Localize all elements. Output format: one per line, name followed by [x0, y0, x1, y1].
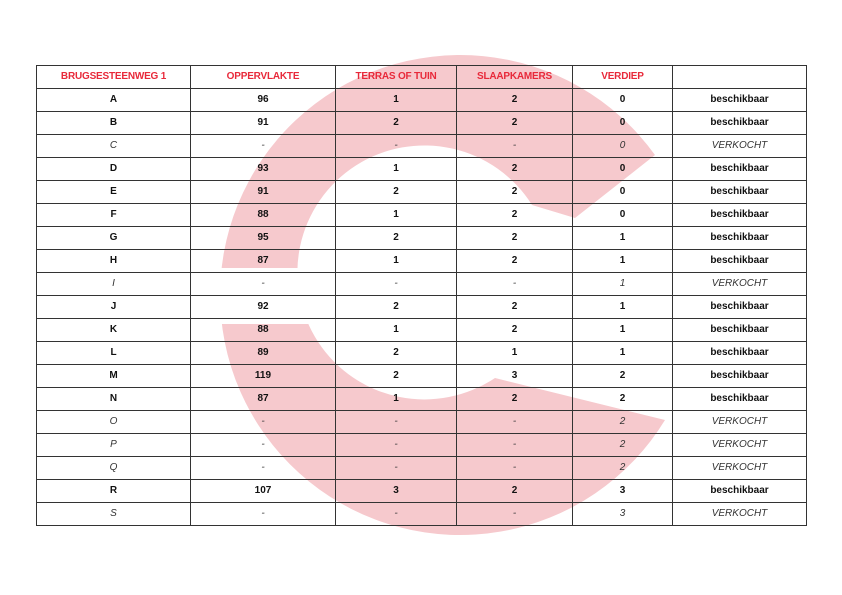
cell-bedrooms: - — [457, 503, 573, 526]
cell-terrace: 1 — [336, 388, 457, 411]
cell-unit: C — [37, 135, 191, 158]
cell-floor: 1 — [573, 227, 673, 250]
cell-area: 91 — [191, 181, 336, 204]
table-row — [37, 480, 807, 503]
cell-bedrooms: - — [457, 457, 573, 480]
cell-floor: 0 — [573, 204, 673, 227]
cell-floor: 1 — [573, 250, 673, 273]
cell-area: 96 — [191, 89, 336, 112]
cell-area: 119 — [191, 365, 336, 388]
cell-bedrooms: 2 — [457, 388, 573, 411]
cell-area: 95 — [191, 227, 336, 250]
cell-bedrooms: - — [457, 411, 573, 434]
cell-status: beschikbaar — [673, 227, 807, 250]
cell-unit: O — [37, 411, 191, 434]
cell-status: VERKOCHT — [673, 503, 807, 526]
header-terrace: TERRAS OF TUIN — [336, 66, 457, 89]
cell-floor: 3 — [573, 503, 673, 526]
table-row — [37, 503, 807, 526]
cell-terrace: - — [336, 503, 457, 526]
table-row — [37, 273, 807, 296]
cell-floor: 2 — [573, 411, 673, 434]
cell-status: beschikbaar — [673, 388, 807, 411]
cell-unit: P — [37, 434, 191, 457]
table-row — [37, 181, 807, 204]
cell-area: - — [191, 434, 336, 457]
header-status — [673, 66, 807, 89]
cell-unit: Q — [37, 457, 191, 480]
cell-area: - — [191, 135, 336, 158]
cell-unit: K — [37, 319, 191, 342]
table-row — [37, 89, 807, 112]
cell-area: - — [191, 503, 336, 526]
cell-floor: 2 — [573, 388, 673, 411]
cell-status: beschikbaar — [673, 204, 807, 227]
cell-bedrooms: 2 — [457, 181, 573, 204]
cell-status: beschikbaar — [673, 296, 807, 319]
cell-floor: 0 — [573, 181, 673, 204]
cell-terrace: 2 — [336, 296, 457, 319]
cell-unit: D — [37, 158, 191, 181]
header-floor: VERDIEP — [573, 66, 673, 89]
cell-area: 91 — [191, 112, 336, 135]
cell-bedrooms: 2 — [457, 158, 573, 181]
cell-terrace: 3 — [336, 480, 457, 503]
cell-terrace: 1 — [336, 158, 457, 181]
table-row — [37, 388, 807, 411]
cell-unit: I — [37, 273, 191, 296]
cell-terrace: 1 — [336, 204, 457, 227]
cell-area: 88 — [191, 319, 336, 342]
cell-bedrooms: - — [457, 135, 573, 158]
cell-unit: B — [37, 112, 191, 135]
cell-bedrooms: 2 — [457, 112, 573, 135]
cell-unit: S — [37, 503, 191, 526]
table-row — [37, 434, 807, 457]
cell-status: beschikbaar — [673, 250, 807, 273]
cell-floor: 1 — [573, 342, 673, 365]
cell-status: VERKOCHT — [673, 434, 807, 457]
cell-area: 88 — [191, 204, 336, 227]
cell-status: VERKOCHT — [673, 411, 807, 434]
table-row — [37, 135, 807, 158]
cell-unit: J — [37, 296, 191, 319]
header-address: BRUGSESTEENWEG 1 — [37, 66, 191, 89]
cell-terrace: - — [336, 135, 457, 158]
cell-floor: 1 — [573, 319, 673, 342]
cell-unit: N — [37, 388, 191, 411]
cell-unit: L — [37, 342, 191, 365]
table-header-row — [37, 66, 807, 89]
cell-bedrooms: 2 — [457, 89, 573, 112]
cell-bedrooms: 3 — [457, 365, 573, 388]
cell-terrace: - — [336, 457, 457, 480]
cell-status: beschikbaar — [673, 158, 807, 181]
table-row — [37, 411, 807, 434]
cell-floor: 3 — [573, 480, 673, 503]
cell-unit: G — [37, 227, 191, 250]
cell-status: beschikbaar — [673, 480, 807, 503]
table-row — [37, 342, 807, 365]
cell-terrace: 2 — [336, 181, 457, 204]
cell-floor: 0 — [573, 89, 673, 112]
cell-unit: E — [37, 181, 191, 204]
cell-floor: 2 — [573, 457, 673, 480]
table-row — [37, 112, 807, 135]
cell-bedrooms: 2 — [457, 204, 573, 227]
header-area: OPPERVLAKTE — [191, 66, 336, 89]
cell-status: beschikbaar — [673, 181, 807, 204]
cell-unit: A — [37, 89, 191, 112]
cell-floor: 1 — [573, 296, 673, 319]
cell-unit: H — [37, 250, 191, 273]
cell-floor: 0 — [573, 135, 673, 158]
cell-area: 92 — [191, 296, 336, 319]
cell-floor: 2 — [573, 434, 673, 457]
cell-area: 89 — [191, 342, 336, 365]
availability-table — [36, 65, 807, 526]
table-row — [37, 319, 807, 342]
table-row — [37, 250, 807, 273]
availability-table-container — [36, 65, 806, 526]
cell-area: - — [191, 411, 336, 434]
cell-terrace: 2 — [336, 227, 457, 250]
cell-floor: 0 — [573, 158, 673, 181]
cell-terrace: 1 — [336, 89, 457, 112]
cell-bedrooms: 2 — [457, 227, 573, 250]
table-row — [37, 457, 807, 480]
cell-status: beschikbaar — [673, 112, 807, 135]
table-body — [37, 89, 807, 526]
cell-status: VERKOCHT — [673, 135, 807, 158]
cell-bedrooms: 2 — [457, 480, 573, 503]
cell-terrace: 2 — [336, 112, 457, 135]
cell-area: 93 — [191, 158, 336, 181]
cell-status: beschikbaar — [673, 319, 807, 342]
cell-bedrooms: - — [457, 434, 573, 457]
cell-terrace: - — [336, 273, 457, 296]
table-row — [37, 296, 807, 319]
table-row — [37, 227, 807, 250]
cell-area: - — [191, 457, 336, 480]
cell-floor: 0 — [573, 112, 673, 135]
cell-area: 107 — [191, 480, 336, 503]
cell-terrace: 1 — [336, 319, 457, 342]
cell-area: - — [191, 273, 336, 296]
cell-terrace: - — [336, 411, 457, 434]
cell-floor: 1 — [573, 273, 673, 296]
table-row — [37, 365, 807, 388]
cell-status: VERKOCHT — [673, 457, 807, 480]
cell-unit: R — [37, 480, 191, 503]
cell-unit: F — [37, 204, 191, 227]
cell-terrace: - — [336, 434, 457, 457]
cell-status: beschikbaar — [673, 89, 807, 112]
cell-unit: M — [37, 365, 191, 388]
cell-floor: 2 — [573, 365, 673, 388]
cell-terrace: 2 — [336, 342, 457, 365]
table-row — [37, 204, 807, 227]
cell-bedrooms: 1 — [457, 342, 573, 365]
cell-area: 87 — [191, 388, 336, 411]
cell-status: beschikbaar — [673, 365, 807, 388]
cell-bedrooms: - — [457, 273, 573, 296]
cell-bedrooms: 2 — [457, 250, 573, 273]
cell-terrace: 2 — [336, 365, 457, 388]
header-bedrooms: SLAAPKAMERS — [457, 66, 573, 89]
cell-area: 87 — [191, 250, 336, 273]
cell-status: beschikbaar — [673, 342, 807, 365]
cell-bedrooms: 2 — [457, 319, 573, 342]
cell-status: VERKOCHT — [673, 273, 807, 296]
cell-terrace: 1 — [336, 250, 457, 273]
table-row — [37, 158, 807, 181]
cell-bedrooms: 2 — [457, 296, 573, 319]
